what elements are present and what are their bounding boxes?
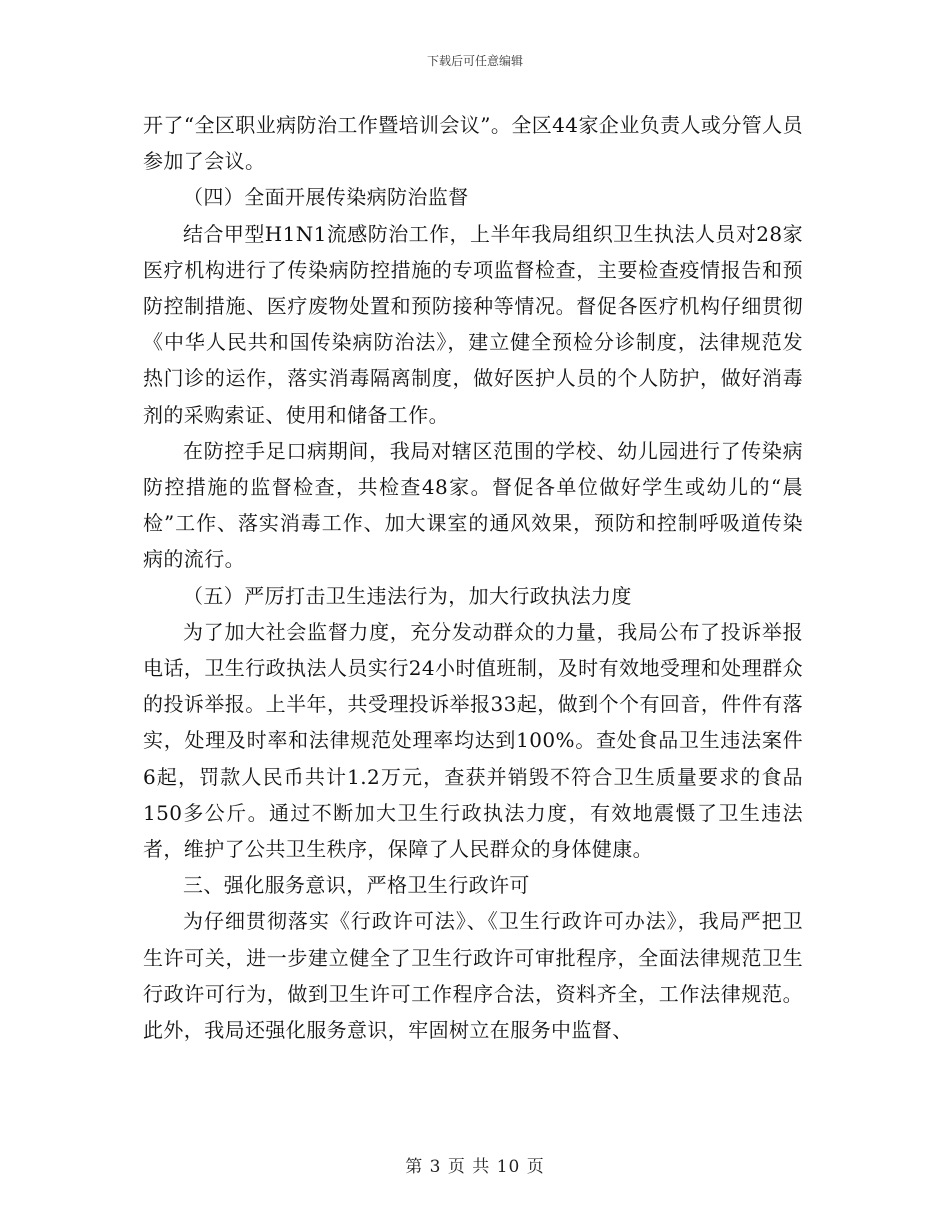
header-note: 下载后可任意编辑 <box>426 54 523 68</box>
paragraph: 在防控手足口病期间，我局对辖区范围的学校、幼儿园进行了传染病防控措施的监督检查，共检查48家。督促各单位做好学生或幼儿的“晨检”工作、落实消毒工作、加大课室的通风效果，预防和控制呼吸道传染病的流行。 <box>143 438 803 572</box>
paragraph: 为了加大社会监督力度，充分发动群众的力量，我局公布了投诉举报电话，卫生行政执法人员实行24小时值班制，及时有效地受理和处理群众的投诉举报。上半年，共受理投诉举报33起，做到个个有回音，件件有落实，处理及时率和法律规范处理率均达到100%。查处食品卫生违法案件6起，罚款人民币共计1.2万元，查获并销毁不符合卫生质量要求的食品150多公斤。通过不断加大卫生行政执法力度，有效地震慑了卫生违法者，维护了公共卫生秩序，保障了人民群众的身体健康。 <box>143 619 803 862</box>
section-heading: 三、强化服务意识，严格卫生行政许可 <box>183 873 530 898</box>
paragraph-continuation: 开了“全区职业病防治工作暨培训会议”。全区44家企业负责人或分管人员参加了会议。 <box>143 113 803 174</box>
paragraph: 结合甲型H1N1流感防治工作，上半年我局组织卫生执法人员对28家医疗机构进行了传染病防控措施的专项监督检查，主要检查疫情报告和预防控制措施、医疗废物处置和预防接种等情况。督促各医疗机构仔细贯彻《中华人民共和国传染病防治法》，建立健全预检分诊制度，法律规范发热门诊的运作，落实消毒隔离制度，做好医护人员的个人防护，做好消毒剂的采购索证、使用和储备工作。 <box>143 221 803 427</box>
section-heading: （四）全面开展传染病防治监督 <box>183 185 469 210</box>
page-number: 第 3 页 共 10 页 <box>405 1157 545 1177</box>
section-heading: （五）严厉打击卫生违法行为，加大行政执法力度 <box>183 583 632 608</box>
document-body <box>143 107 803 1048</box>
paragraph: 为仔细贯彻落实《行政许可法》、《卫生行政许可办法》，我局严把卫生许可关，进一步建立健全了卫生行政许可审批程序，全面法律规范卫生行政许可行为，做到卫生许可工作程序合法，资料齐全，工作法律规范。此外，我局还强化服务意识，牢固树立在服务中监督、 <box>143 909 803 1043</box>
